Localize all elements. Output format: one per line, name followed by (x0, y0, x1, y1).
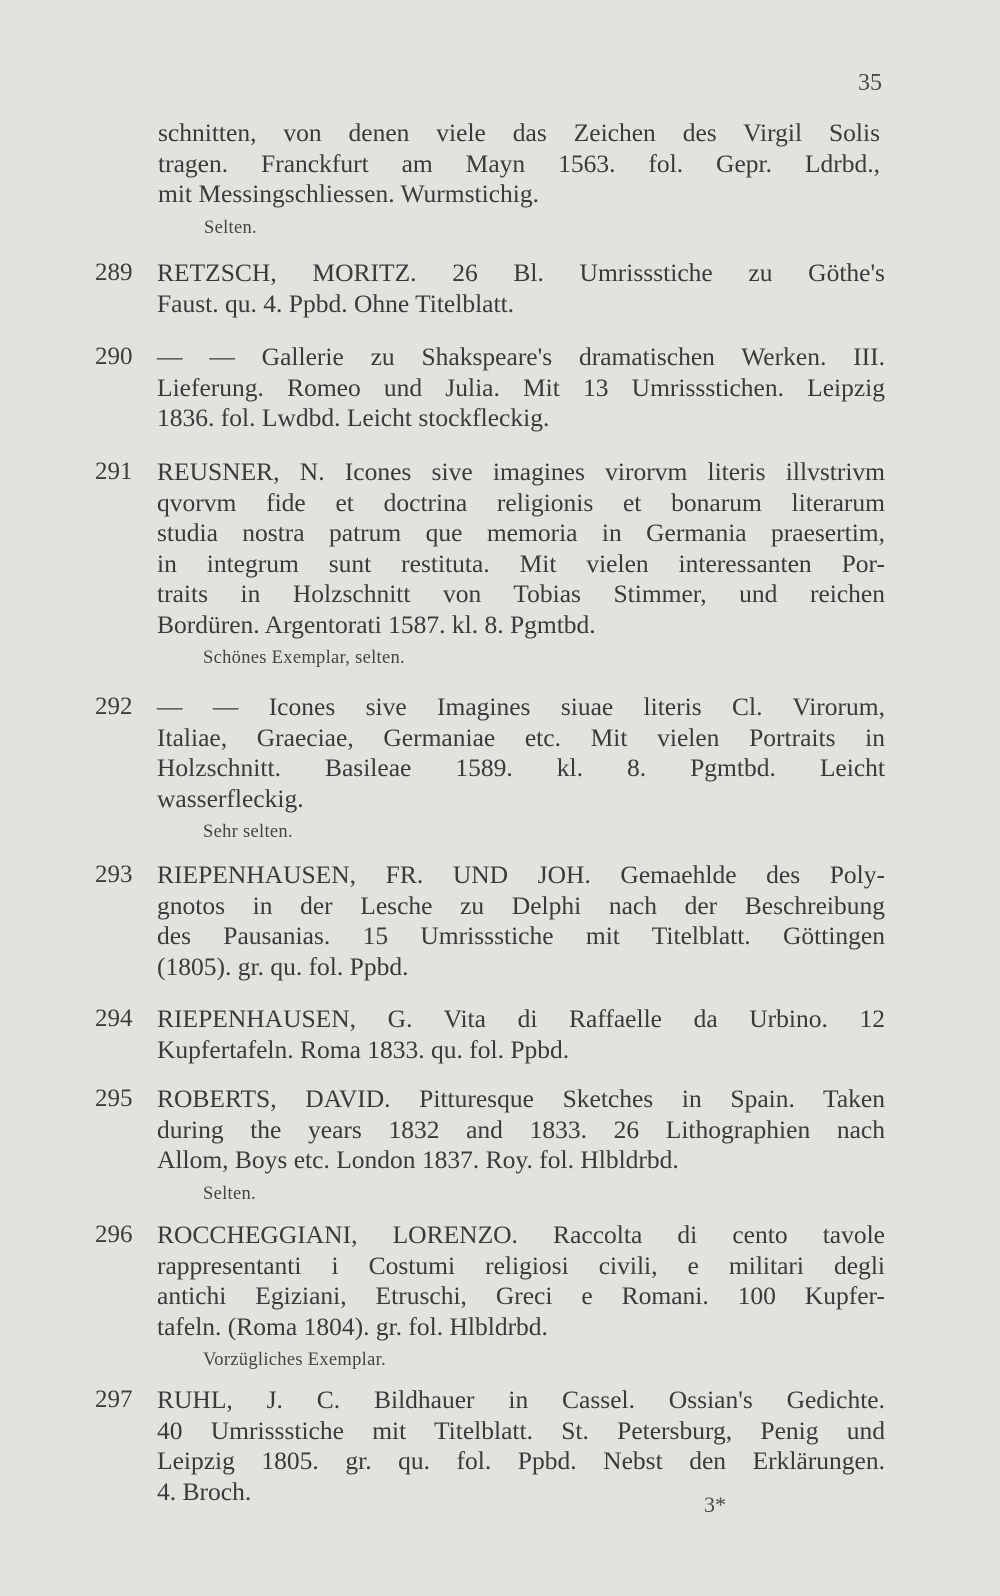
entry-note: Selten. (203, 1183, 256, 1204)
entry-line: RIEPENHAUSEN, FR. UND JOH. Gemaehlde des Poly- (157, 860, 885, 889)
continued-entry (158, 118, 880, 240)
entry-line: RUHL, J. C. Bildhauer in Cassel. Ossian's Gedichte. (157, 1385, 885, 1414)
entry-line: REUSNER, N. Icones sive imagines virorvm literis illvstrivm (157, 457, 885, 486)
entry-number: 289 (95, 259, 133, 286)
entry-line: — — Icones sive Imagines siuae literis Cl. Virorum, (157, 692, 885, 721)
catalog-entry-296 (95, 1220, 885, 1372)
entry-note: Sehr selten. (203, 822, 293, 842)
entry-line: antichi Egiziani, Etruschi, Greci e Romani. 100 Kupfer- (157, 1281, 885, 1310)
entry-line: — — Gallerie zu Shakspeare's dramatischen Werken. III. (157, 342, 885, 371)
page-number: 35 (858, 70, 882, 96)
entry-line: rappresentanti i Costumi religiosi civili, e militari degli (157, 1250, 885, 1280)
entry-line: Faust. qu. 4. Ppbd. Ohne Titelblatt. (157, 288, 515, 318)
entry-line: in integrum sunt restituta. Mit vielen interessanten Por- (157, 548, 885, 578)
entry-line: traits in Holzschnitt von Tobias Stimmer, und reichen (157, 579, 885, 608)
entry-number: 290 (95, 343, 133, 370)
entry-line: Holzschnitt. Basileae 1589. kl. 8. Pgmtbd. Leicht (157, 753, 885, 782)
entry-body (157, 1220, 885, 1372)
entry-body (157, 342, 885, 434)
entry-number: 292 (95, 693, 133, 720)
entry-note: Selten. (204, 217, 257, 238)
catalog-entry-292 (95, 692, 885, 844)
entry-line: des Pausanias. 15 Umrissstiche mit Titelblatt. Göttingen (157, 921, 885, 950)
catalog-entry-297 (95, 1385, 885, 1507)
entry-note: Schönes Exemplar, selten. (203, 648, 405, 668)
entry-line: Kupfertafeln. Roma 1833. qu. fol. Ppbd. (157, 1034, 570, 1064)
entry-line: gnotos in der Lesche zu Delphi nach der Beschreibung (157, 890, 885, 920)
entry-line: ROBERTS, DAVID. Pitturesque Sketches in Spain. Taken (157, 1084, 885, 1113)
signature-mark: 3* (704, 1492, 726, 1517)
catalog-entry-289 (95, 258, 885, 319)
entry-body (157, 692, 885, 844)
entry-line: qvorvm fide et doctrina religionis et bonarum literarum (157, 487, 885, 517)
entry-line: wasserfleckig. (157, 783, 304, 813)
catalog-entry-294 (95, 1004, 885, 1065)
entry-line: Italiae, Graeciae, Germaniae etc. Mit vielen Portraits in (157, 722, 885, 752)
entry-number: 295 (95, 1085, 133, 1112)
entry-line: Lieferung. Romeo und Julia. Mit 13 Umrissstichen. Leipzig (157, 372, 885, 402)
catalog-entry-291 (95, 457, 885, 670)
entry-body (157, 1084, 885, 1206)
entry-line: ROCCHEGGIANI, LORENZO. Raccolta di cento tavole (157, 1220, 885, 1249)
entry-line: Leipzig 1805. gr. qu. fol. Ppbd. Nebst den Erklärungen. (157, 1446, 885, 1475)
entry-number: 297 (95, 1386, 133, 1413)
entry-number: 291 (95, 458, 133, 485)
entry-line: mit Messingschliessen. Wurmstichig. (158, 179, 539, 208)
entry-line: Bordüren. Argentorati 1587. kl. 8. Pgmtbd. (157, 609, 596, 639)
entry-line: 1836. fol. Lwdbd. Leicht stockfleckig. (157, 403, 550, 432)
entry-body (157, 258, 885, 319)
entry-number: 296 (95, 1221, 133, 1248)
entry-line: RETZSCH, MORITZ. 26 Bl. Umrissstiche zu Göthe's (157, 258, 885, 287)
entry-line: tragen. Franckfurt am Mayn 1563. fol. Gepr. Ldrbd., (158, 148, 880, 178)
entry-line: tafeln. (Roma 1804). gr. fol. Hlbldrbd. (157, 1311, 548, 1341)
entry-number: 294 (95, 1005, 133, 1032)
entry-line: studia nostra patrum que memoria in Germania praesertim, (157, 518, 885, 547)
entry-body (157, 860, 885, 982)
entry-body (157, 457, 885, 670)
entry-note: Vorzügliches Exemplar. (203, 1350, 386, 1370)
entry-line: 40 Umrissstiche mit Titelblatt. St. Petersburg, Penig und (157, 1415, 885, 1445)
entry-body (157, 1385, 885, 1507)
catalog-entry-290 (95, 342, 885, 434)
entry-body (157, 1004, 885, 1065)
entry-line: RIEPENHAUSEN, G. Vita di Raffaelle da Urbino. 12 (157, 1004, 885, 1033)
entry-line: 4. Broch. (157, 1476, 252, 1506)
catalog-entry-293 (95, 860, 885, 982)
entry-line: during the years 1832 and 1833. 26 Lithographien nach (157, 1114, 885, 1144)
entry-line: schnitten, von denen viele das Zeichen des Virgil Solis (158, 118, 880, 147)
entry-line: (1805). gr. qu. fol. Ppbd. (157, 951, 409, 981)
entry-number: 293 (95, 861, 133, 888)
catalog-entry-295 (95, 1084, 885, 1206)
entry-line: Allom, Boys etc. London 1837. Roy. fol. Hlbldrbd. (157, 1145, 679, 1174)
